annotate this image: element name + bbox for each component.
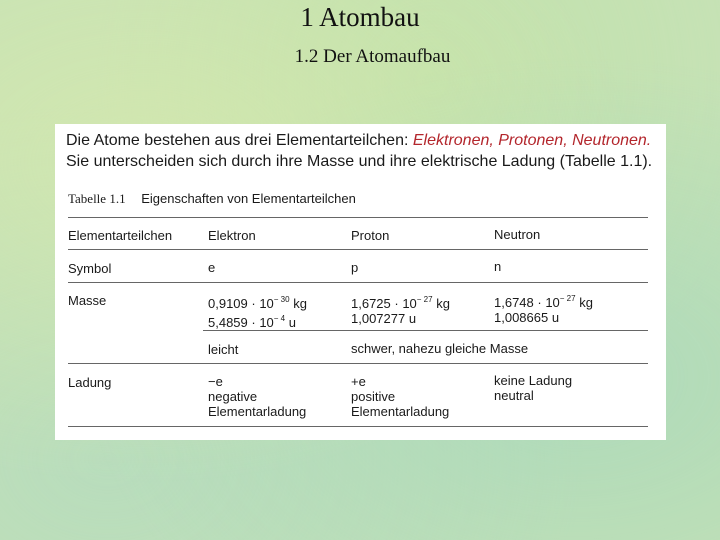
intro-line-1 — [66, 130, 652, 151]
charge-label: Ladung — [68, 375, 112, 390]
symbol-neutron: n — [494, 259, 502, 274]
header-proton: Proton — [351, 228, 390, 243]
slide-title: 1 Atombau — [300, 2, 420, 32]
intro-line-1-start: Die Atome bestehen aus drei Elementarteilchen: — [66, 132, 409, 149]
mass-neutron-kg: $1,6748 \cdot 10^{- 27}$ kg — [494, 294, 593, 310]
mass-neutron-u: 1,008665 u — [494, 310, 560, 325]
table-rule-top — [68, 217, 648, 218]
mass-neutron — [494, 291, 593, 325]
table-number: Tabelle 1.1 — [68, 191, 126, 206]
weight-proton-neutron: schwer, nahezu gleiche Masse — [351, 341, 529, 356]
table-caption-text: Eigenschaften von Elementarteilchen — [141, 191, 356, 206]
header-particle: Elementarteilchen — [68, 228, 173, 243]
table-rule-bottom — [68, 426, 648, 427]
mass-electron — [208, 292, 307, 330]
mass-proton-u: 1,007277 u — [351, 311, 417, 326]
charge-neutron: keine Ladung neutral — [494, 373, 573, 403]
mass-label: Masse — [68, 293, 107, 308]
intro-text — [66, 130, 652, 172]
mass-proton — [351, 292, 450, 326]
weight-electron: leicht — [208, 342, 239, 357]
table-caption — [68, 191, 356, 207]
table-rule — [68, 363, 648, 364]
particle-names: Elektronen, Protonen, Neutronen. — [412, 132, 652, 149]
intro-line-2: Sie unterscheiden sich durch ihre Masse und ihre elektrische Ladung (Tabelle 1.1). — [66, 153, 653, 170]
textbook-excerpt — [55, 124, 666, 440]
charge-proton: +e positive Elementarladung — [351, 374, 450, 419]
header-neutron: Neutron — [494, 227, 541, 242]
charge-electron: −e negative Elementarladung — [208, 374, 307, 419]
table-rule — [203, 330, 648, 331]
mass-electron-kg: $0,9109 \cdot 10^{- 30}$ kg — [208, 295, 307, 311]
table-rule — [68, 249, 648, 250]
mass-proton-kg: $1,6725 \cdot 10^{- 27}$ kg — [351, 295, 450, 311]
table-rule — [68, 282, 648, 283]
symbol-proton: p — [351, 260, 359, 275]
symbol-electron: e — [208, 260, 216, 275]
mass-electron-u: $5,4859 \cdot 10^{- 4}$ u — [208, 314, 296, 330]
slide-subtitle: 1.2 Der Atomaufbau — [294, 46, 451, 67]
symbol-label: Symbol — [68, 261, 112, 276]
header-electron: Elektron — [208, 228, 256, 243]
